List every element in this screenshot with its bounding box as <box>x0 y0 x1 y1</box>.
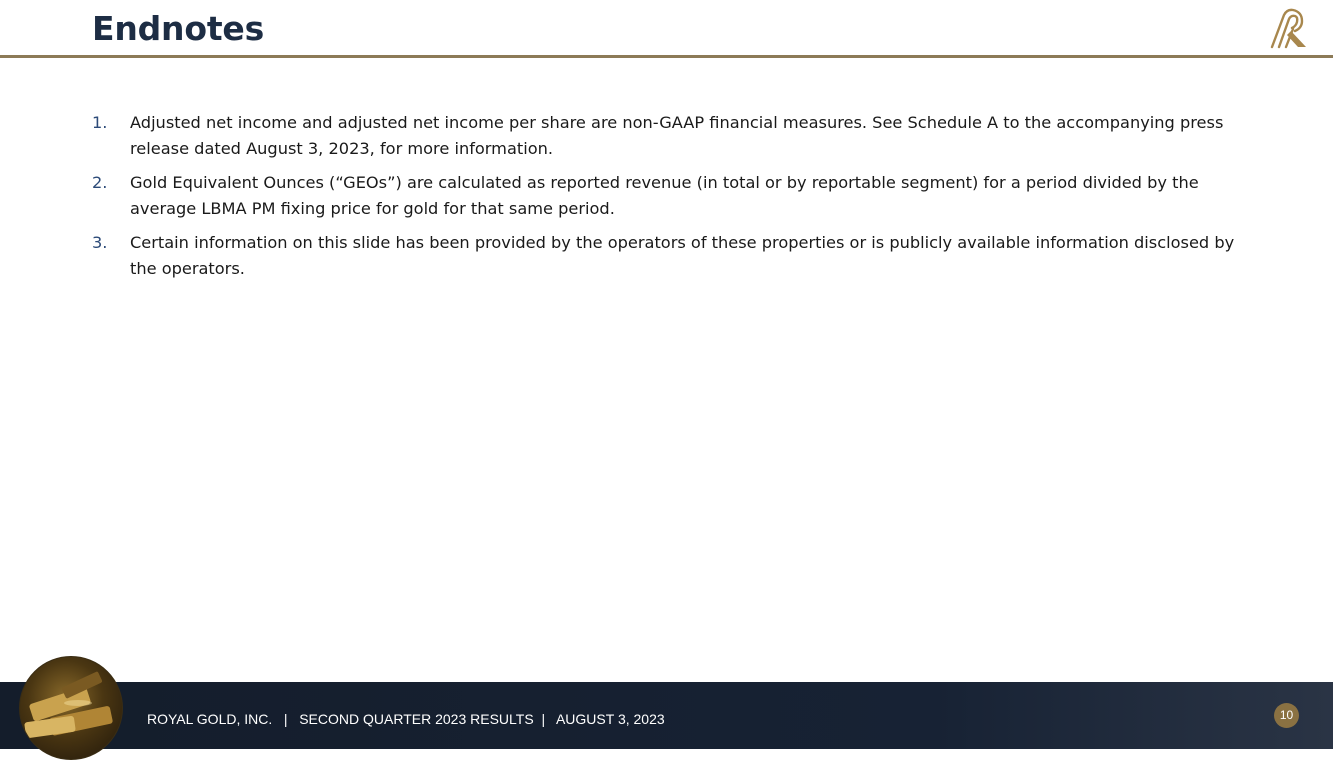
title-divider <box>0 55 1333 58</box>
slide-title: Endnotes <box>92 9 265 48</box>
footer-text: ROYAL GOLD, INC. | SECOND QUARTER 2023 RESULTS | AUGUST 3, 2023 <box>147 711 665 727</box>
page-number-badge: 10 <box>1274 703 1299 728</box>
endnote-text: Gold Equivalent Ounces (“GEOs”) are calculated as reported revenue (in total or by reportable segment) for a period divided by the average LBMA PM fixing price for gold for that same period. <box>130 173 1199 218</box>
royal-gold-logo-icon <box>1268 7 1310 49</box>
gold-bars-photo <box>19 656 123 760</box>
endnote-text: Adjusted net income and adjusted net income per share are non-GAAP financial measures. See Schedule A to the accompanying press release dated August 3, 2023, for more information. <box>130 113 1224 158</box>
endnote-number: 3. <box>92 233 108 252</box>
endnote-number: 2. <box>92 173 108 192</box>
endnotes-list <box>92 110 1262 290</box>
endnote-item <box>92 110 1262 162</box>
endnote-item <box>92 170 1262 222</box>
endnote-text: Certain information on this slide has been provided by the operators of these properties or is publicly available information disclosed by the operators. <box>130 233 1235 278</box>
endnote-item <box>92 230 1262 282</box>
endnote-number: 1. <box>92 113 108 132</box>
